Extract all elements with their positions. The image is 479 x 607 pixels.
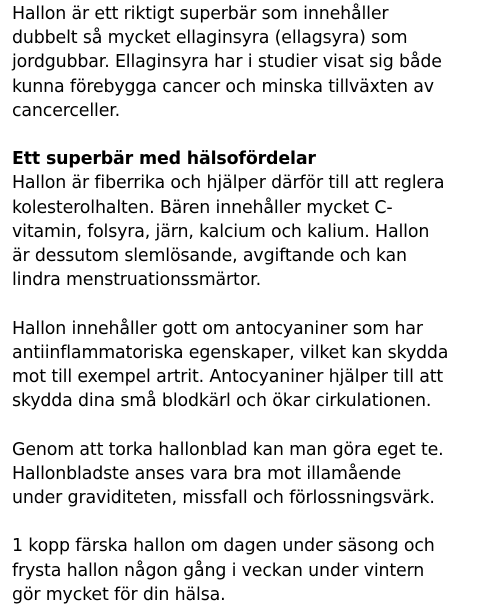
text-line: Hallon är fiberrika och hjälper därför till att reglera — [12, 173, 445, 194]
text-line: är dessutom slemlösande, avgiftande och kan — [12, 246, 407, 267]
text-line: lindra menstruationssmärtor. — [12, 270, 261, 291]
text-line: gör mycket för din hälsa. — [12, 584, 226, 605]
text-line: Hallonbladste anses vara bra mot illamående — [12, 463, 402, 484]
text-line: Genom att torka hallonblad kan man göra eget te. — [12, 439, 444, 460]
text-line: kolesterolhalten. Bären innehåller mycket C- — [12, 197, 393, 218]
text-line: 1 kopp färska hallon om dagen under säsong och — [12, 536, 435, 557]
paragraph-spacer — [12, 292, 469, 316]
tea-paragraph — [12, 438, 469, 511]
text-line: skydda dina små blodkärl och ökar cirkulationen. — [12, 391, 432, 412]
text-line: mot till exempel artrit. Antocyaniner hjälper till att — [12, 367, 444, 388]
text-line: frysta hallon någon gång i veckan under vintern — [12, 560, 425, 581]
text-line: jordgubbar. Ellaginsyra har i studier visat sig både — [12, 52, 442, 73]
text-line: antiinflammatoriska egenskaper, vilket kan skydda — [12, 342, 449, 363]
text-line: dubbelt så mycket ellaginsyra (ellagsyra) som — [12, 28, 408, 49]
health-benefits-section — [12, 147, 469, 292]
paragraph-spacer — [12, 123, 469, 147]
paragraph-spacer — [12, 413, 469, 437]
text-line: Hallon innehåller gott om antocyaniner som har — [12, 318, 423, 339]
antocyanin-paragraph — [12, 317, 469, 414]
text-line: vitamin, folsyra, järn, kalcium och kalium. Hallon — [12, 221, 430, 242]
text-line: kunna förebygga cancer och minska tillväxten av — [12, 76, 434, 97]
paragraph-spacer — [12, 510, 469, 534]
intro-paragraph — [12, 2, 469, 123]
daily-advice-paragraph — [12, 534, 469, 607]
section-heading: Ett superbär med hälsofördelar — [12, 149, 316, 170]
text-line: cancerceller. — [12, 100, 121, 121]
text-line: under graviditeten, missfall och förlossningsvärk. — [12, 488, 435, 509]
text-line: Hallon är ett riktigt superbär som innehåller — [12, 4, 389, 24]
